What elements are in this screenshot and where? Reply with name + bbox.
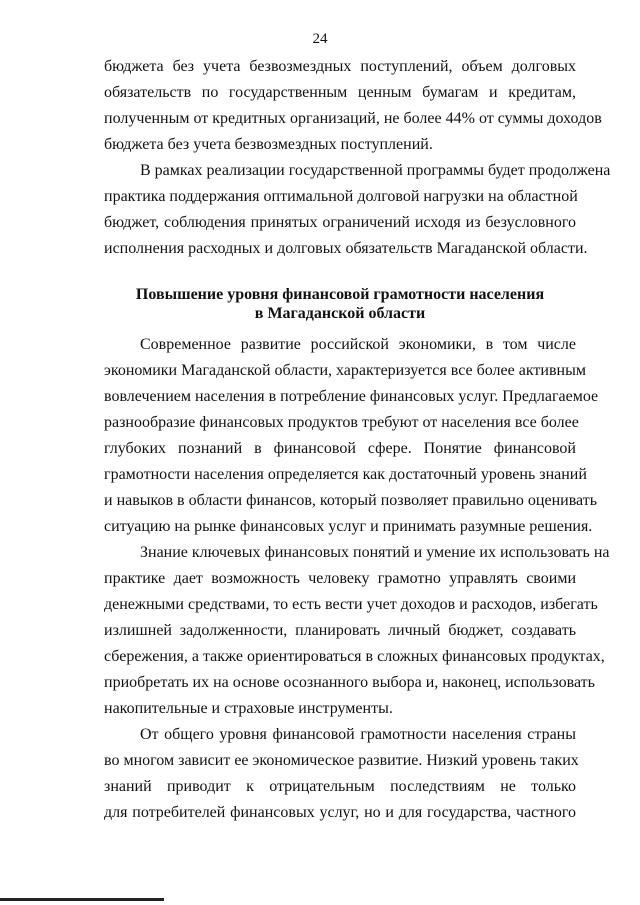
text-line: грамотности населения определяется как достаточный уровень знаний bbox=[104, 466, 587, 483]
text-line: ситуацию на рынке финансовых услуг и принимать разумные решения. bbox=[104, 518, 593, 535]
text-line: бюджета без учета безвозмездных поступлений. bbox=[104, 136, 433, 153]
text-line: излишней задолженности, планировать личный бюджет, создавать bbox=[104, 622, 576, 639]
text-line: полученным от кредитных организаций, не более 44% от суммы доходов bbox=[104, 110, 602, 127]
text-line: бюджета без учета безвозмездных поступлений, объем долговых bbox=[104, 58, 576, 75]
text-line: для потребителей финансовых услуг, но и для государства, частного bbox=[104, 804, 576, 821]
text-line: обязательств по государственным ценным бумагам и кредитам, bbox=[104, 84, 576, 101]
text-line: Современное развитие российской экономики, в том числе bbox=[140, 336, 576, 353]
text-line: исполнения расходных и долговых обязательств Магаданской области. bbox=[104, 240, 588, 257]
heading-line: Повышение уровня финансовой грамотности населения bbox=[135, 286, 545, 303]
text-line: практика поддержания оптимальной долговой нагрузки на областной bbox=[104, 188, 578, 205]
page-bottom-rule bbox=[0, 898, 164, 901]
text-line: В рамках реализации государственной программы будет продолжена bbox=[140, 162, 611, 179]
text-line: накопительные и страховые инструменты. bbox=[104, 700, 393, 717]
text-line: глубоких познаний в финансовой сфере. Понятие финансовой bbox=[104, 440, 576, 457]
heading-line: в Магаданской области bbox=[254, 305, 426, 322]
text-line: экономики Магаданской области, характеризуется все более активным bbox=[104, 362, 586, 379]
text-line: практике дает возможность человеку грамотно управлять своими bbox=[104, 570, 576, 587]
text-line: приобретать их на основе осознанного выбора и, наконец, использовать bbox=[104, 674, 595, 691]
text-line: Знание ключевых финансовых понятий и умение их использовать на bbox=[140, 544, 610, 561]
text-line: и навыков в области финансов, который позволяет правильно оценивать bbox=[104, 492, 598, 509]
text-line: сбережения, а также ориентироваться в сложных финансовых продуктах, bbox=[104, 648, 605, 665]
text-line: От общего уровня финансовой грамотности населения страны bbox=[140, 726, 576, 743]
text-line: бюджет, соблюдения принятых ограничений исходя из безусловного bbox=[104, 214, 576, 231]
text-line: знаний приводит к отрицательным последствиям не только bbox=[104, 778, 576, 795]
text-line: денежными средствами, то есть вести учет доходов и расходов, избегать bbox=[104, 596, 598, 613]
text-line: вовлечением населения в потребление финансовых услуг. Предлагаемое bbox=[104, 388, 599, 405]
text-line: разнообразие финансовых продуктов требуют от населения все более bbox=[104, 414, 579, 431]
page-number: 24 bbox=[312, 31, 328, 47]
text-line: во многом зависит ее экономическое развитие. Низкий уровень таких bbox=[104, 752, 579, 769]
